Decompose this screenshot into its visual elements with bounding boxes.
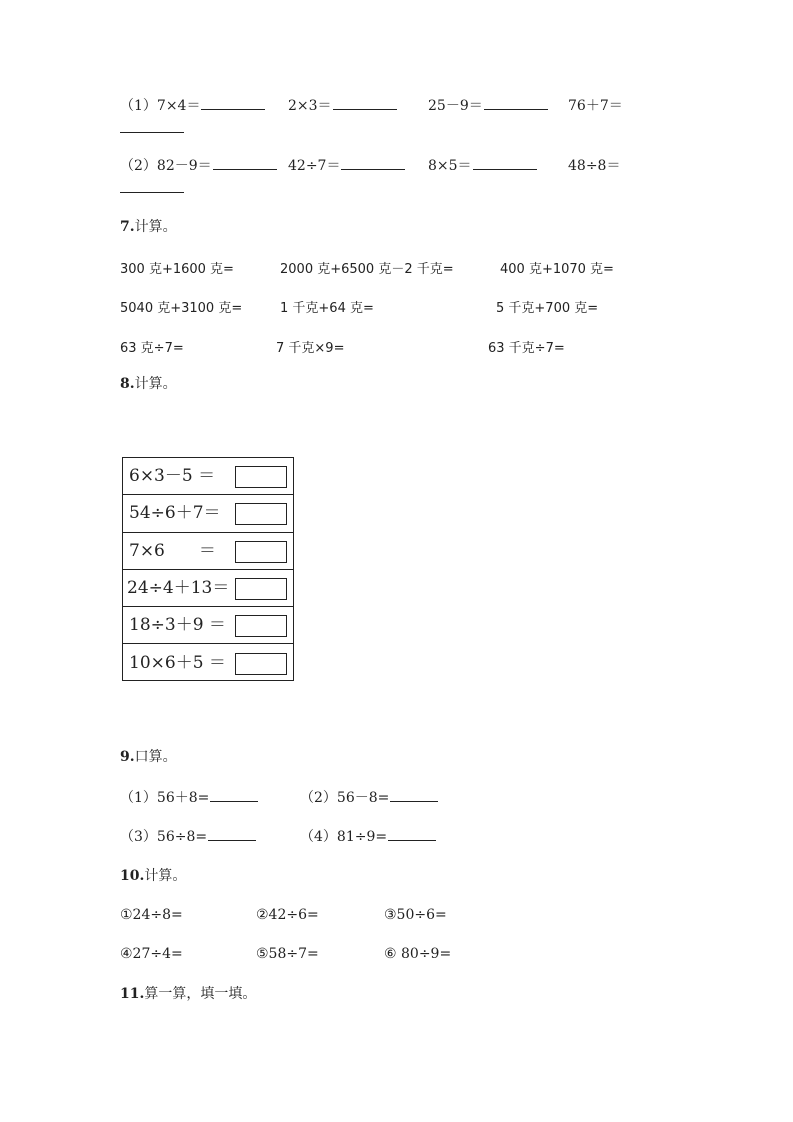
q9-item-3: （3）56÷8= xyxy=(120,828,256,846)
calculation-table xyxy=(122,457,294,681)
table-row xyxy=(123,458,293,495)
question-8-title: 8.计算。 xyxy=(120,376,177,392)
q10-item-4: ④27÷4= xyxy=(120,946,183,962)
expression: 24÷4＋13＝ xyxy=(127,577,230,598)
q10-item-5: ⑤58÷7= xyxy=(256,946,319,962)
q7-item-8: 7 千克×9= xyxy=(276,341,345,356)
expression: 10×6＋5 ＝ xyxy=(129,652,226,673)
expression: 6×3－5 ＝ xyxy=(129,466,216,486)
q7-item-7: 63 克÷7= xyxy=(120,341,184,356)
question-10-title: 10.计算。 xyxy=(120,868,187,884)
q6-r2-item-1: （2）82－9＝ xyxy=(120,157,277,175)
answer-blank[interactable] xyxy=(210,789,258,802)
q7-item-2: 2000 克+6500 克－2 千克= xyxy=(280,262,454,277)
q7-item-9: 63 千克÷7= xyxy=(488,341,565,356)
answer-box[interactable] xyxy=(235,541,287,563)
answer-blank[interactable] xyxy=(473,157,537,170)
answer-box[interactable] xyxy=(235,653,287,675)
q7-item-5: 1 千克+64 克= xyxy=(280,301,374,316)
q10-item-3: ③50÷6= xyxy=(384,907,447,923)
answer-blank[interactable] xyxy=(390,789,438,802)
question-7-title: 7.计算。 xyxy=(120,219,177,235)
table-row xyxy=(123,607,293,644)
answer-blank[interactable] xyxy=(120,192,184,193)
q6-r1-item-4: 76＋7＝ xyxy=(568,98,623,114)
q10-item-6: ⑥ 80÷9= xyxy=(384,946,452,962)
q6-r1-item-2: 2×3＝ xyxy=(288,97,397,115)
q6-r2-item-4: 48÷8＝ xyxy=(568,158,621,174)
q10-item-2: ②42÷6= xyxy=(256,907,319,923)
answer-blank[interactable] xyxy=(120,132,184,133)
answer-box[interactable] xyxy=(235,578,287,600)
answer-blank[interactable] xyxy=(484,97,548,110)
answer-box[interactable] xyxy=(235,466,287,488)
expression: 7×6 ＝ xyxy=(129,540,216,561)
q9-item-2: （2）56－8= xyxy=(300,789,438,807)
question-11-title: 11.算一算，填一填。 xyxy=(120,986,257,1002)
q7-item-4: 5040 克+3100 克= xyxy=(120,301,243,316)
q9-item-1: （1）56＋8= xyxy=(120,789,258,807)
table-row xyxy=(123,495,293,532)
answer-blank[interactable] xyxy=(213,157,277,170)
q6-r1-item-3: 25－9＝ xyxy=(428,97,548,115)
q9-item-4: （4）81÷9= xyxy=(300,828,436,846)
expression: 54÷6＋7＝ xyxy=(129,503,221,524)
q10-item-1: ①24÷8= xyxy=(120,907,183,923)
q7-item-1: 300 克+1600 克= xyxy=(120,262,234,277)
table-row xyxy=(123,570,293,607)
q7-item-6: 5 千克+700 克= xyxy=(496,301,599,316)
q6-r2-item-3: 8×5＝ xyxy=(428,157,537,175)
answer-box[interactable] xyxy=(235,503,287,525)
q6-r2-item-2: 42÷7＝ xyxy=(288,157,405,175)
q6-r1-item-1: （1）7×4＝ xyxy=(120,97,265,115)
table-row xyxy=(123,533,293,570)
answer-box[interactable] xyxy=(235,615,287,637)
answer-blank[interactable] xyxy=(388,828,436,841)
answer-blank[interactable] xyxy=(208,828,256,841)
answer-blank[interactable] xyxy=(341,157,405,170)
answer-blank[interactable] xyxy=(333,97,397,110)
q7-item-3: 400 克+1070 克= xyxy=(500,262,614,277)
table-row xyxy=(123,645,293,682)
expression: 18÷3＋9 ＝ xyxy=(129,615,226,636)
answer-blank[interactable] xyxy=(201,97,265,110)
question-9-title: 9.口算。 xyxy=(120,749,177,765)
